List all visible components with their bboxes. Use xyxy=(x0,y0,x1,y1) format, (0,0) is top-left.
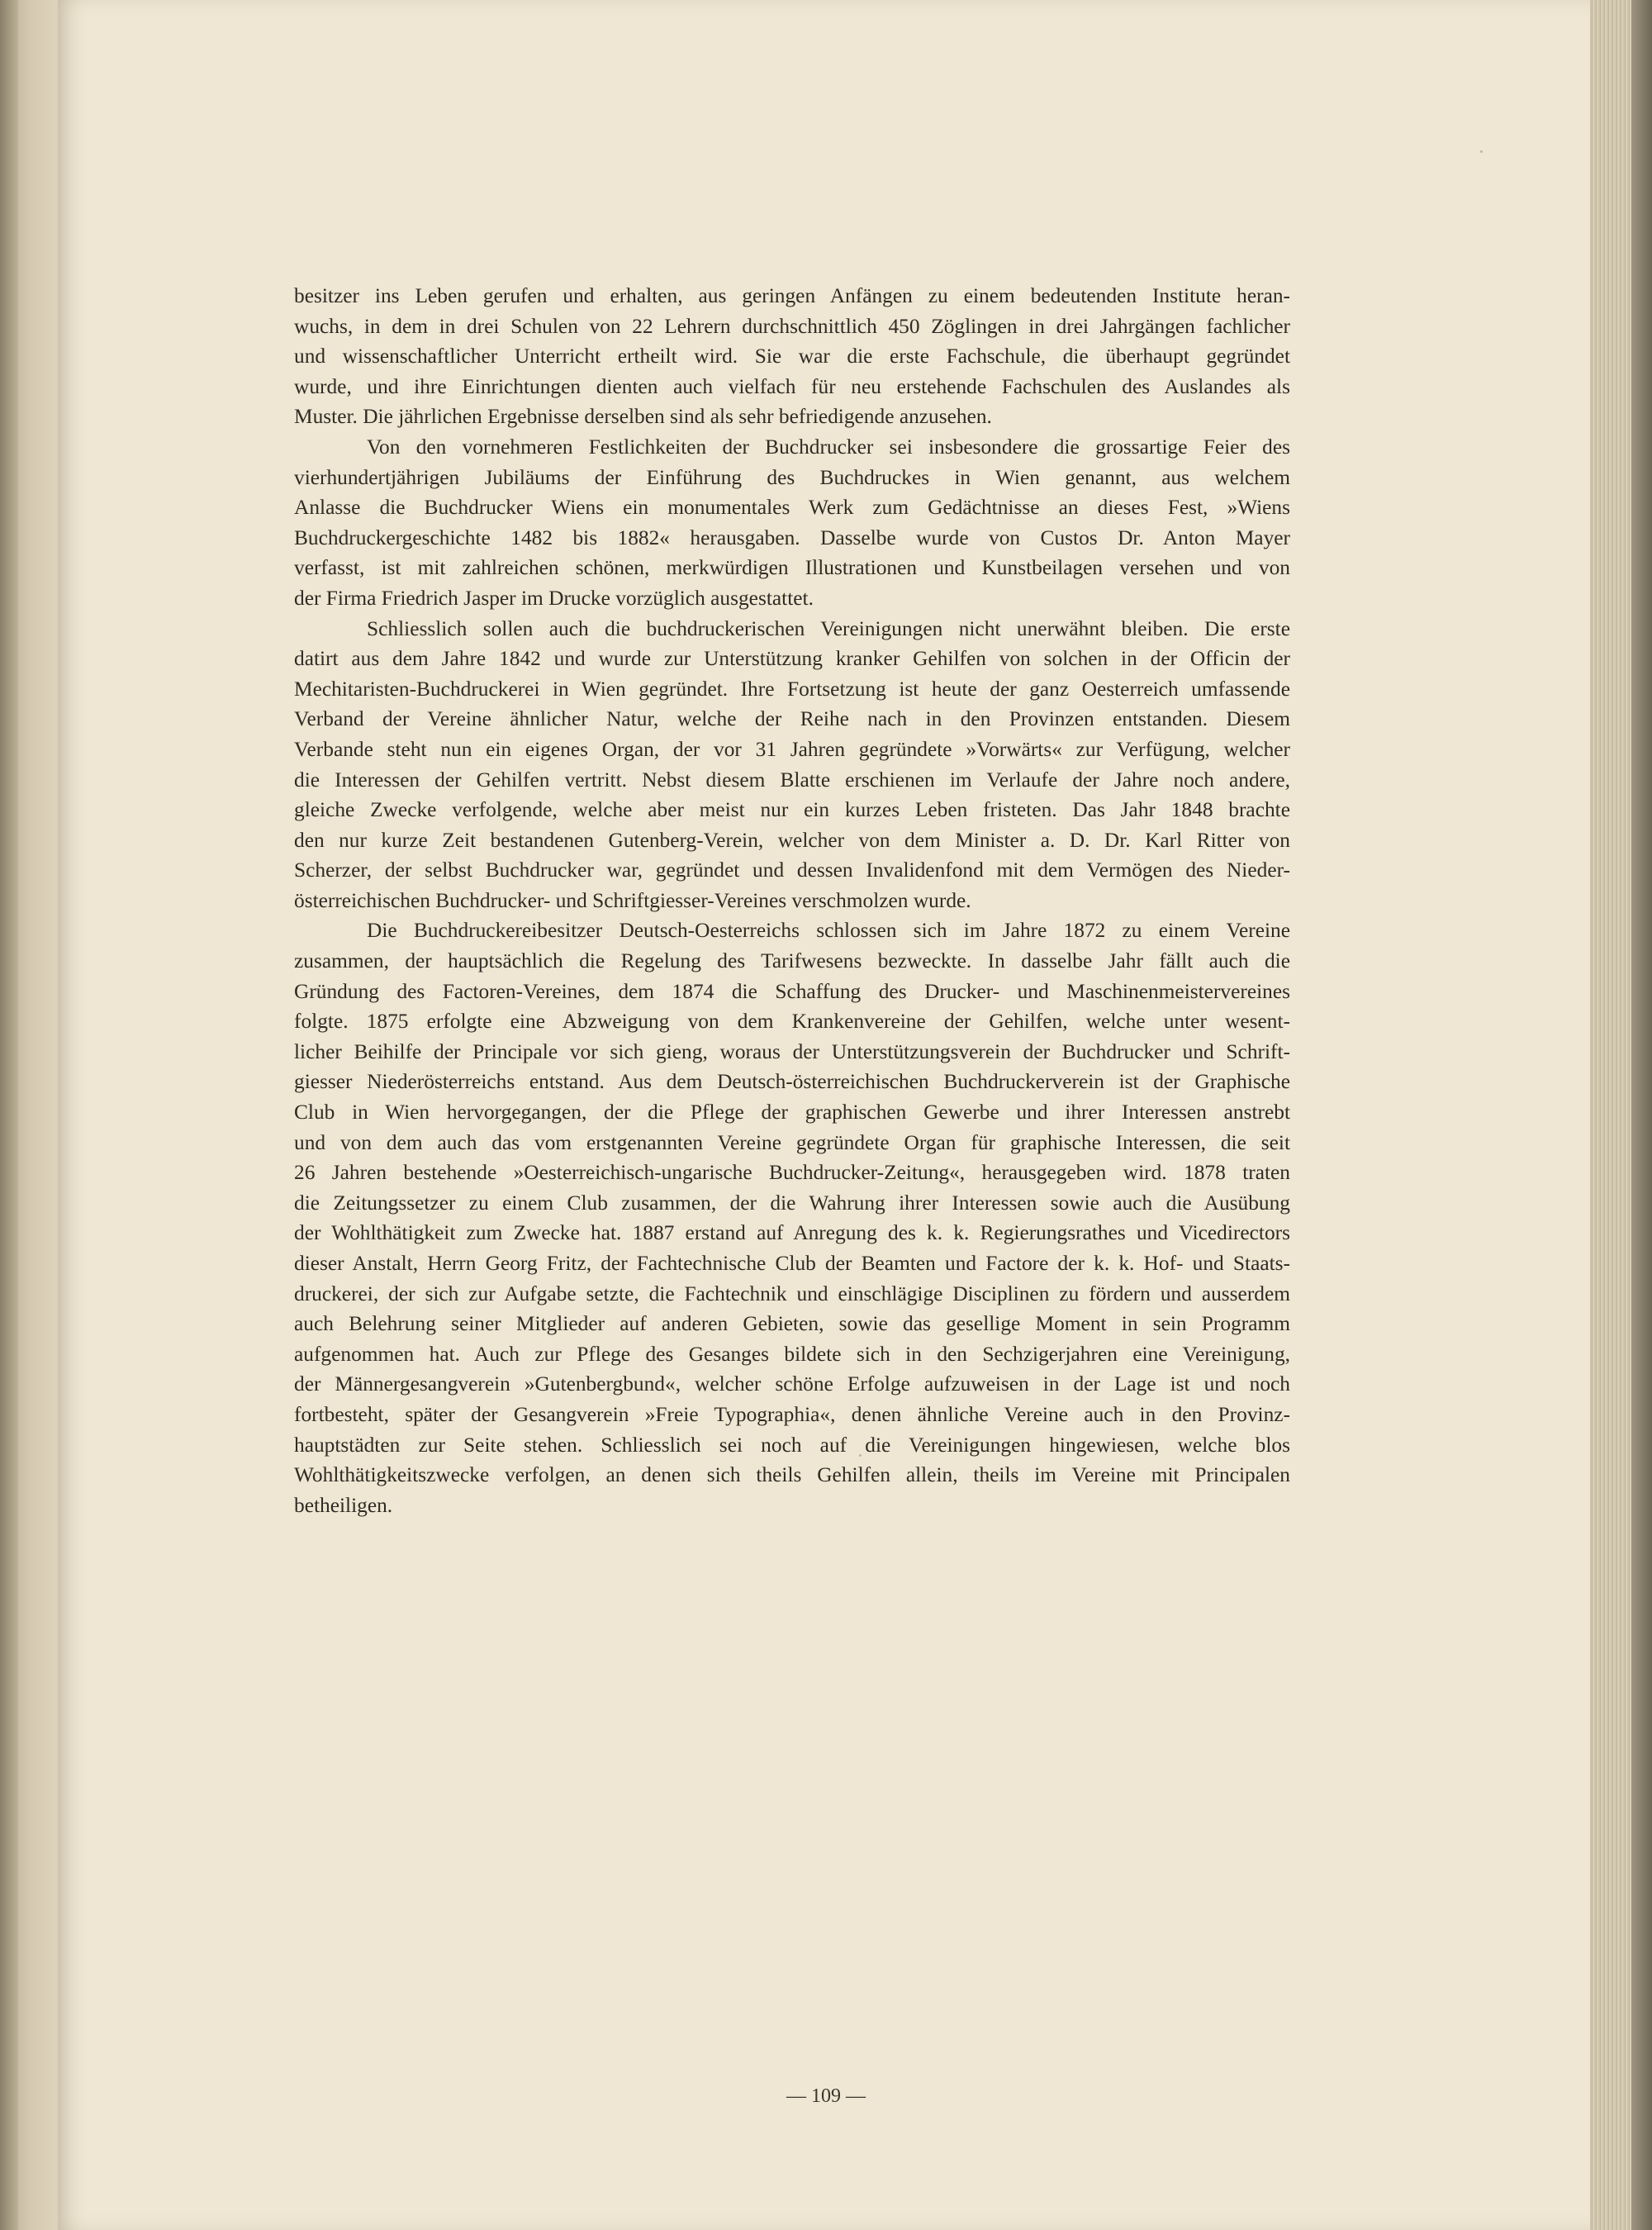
body-text xyxy=(294,281,1290,1520)
binding-edge xyxy=(0,0,18,2230)
text-line: die Zeitungssetzer zu einem Club zusammen, der die Wahrung ihrer Interessen sowie auch die Ausübung xyxy=(294,1191,1290,1215)
text-line: Muster. Die jährlichen Ergebnisse derselben sind als sehr befriedigende anzusehen. xyxy=(294,405,992,429)
text-line: druckerei, der sich zur Aufgabe setzte, die Fachtechnik und einschlägige Disciplinen zu fördern und ausserdem xyxy=(294,1281,1290,1305)
text-line: fortbesteht, später der Gesangverein »Freie Typographia«, denen ähnliche Vereine auch in den Provinz- xyxy=(294,1402,1290,1426)
text-line: aufgenommen hat. Auch zur Pflege des Gesanges bildete sich in den Sechzigerjahren eine Vereinigung, xyxy=(294,1342,1290,1366)
text-line: licher Beihilfe der Principale vor sich gieng, woraus der Unterstützungsverein der Buchdrucker und Schrift- xyxy=(294,1039,1290,1063)
text-line: Mechitaristen-Buchdruckerei in Wien gegründet. Ihre Fortsetzung ist heute der ganz Oesterreich umfassende xyxy=(294,677,1290,701)
text-line: Club in Wien hervorgegangen, der die Pflege der graphischen Gewerbe und ihrer Interessen anstrebt xyxy=(294,1101,1290,1125)
text-line: Verbande steht nun ein eigenes Organ, der vor 31 Jahren gegründete »Vorwärts« zur Verfügung, welcher xyxy=(294,737,1290,761)
text-line: österreichischen Buchdrucker- und Schriftgiesser-Vereines verschmolzen wurde. xyxy=(294,888,971,912)
text-line: der Firma Friedrich Jasper im Drucke vorzüglich ausgestattet. xyxy=(294,586,814,610)
text-line: giesser Niederösterreichs entstand. Aus dem Deutsch-österreichischen Buchdruckerverein ist der Graphische xyxy=(294,1070,1290,1094)
text-line: wurde, und ihre Einrichtungen dienten auch vielfach für neu erstehende Fachschulen des Auslandes als xyxy=(294,374,1290,398)
text-line: Wohlthätigkeitszwecke verfolgen, an denen sich theils Gehilfen allein, theils im Vereine mit Principalen xyxy=(294,1463,1290,1487)
text-line: Buchdruckergeschichte 1482 bis 1882« herausgaben. Dasselbe wurde von Custos Dr. Anton Mayer xyxy=(294,525,1290,549)
text-line: dieser Anstalt, Herrn Georg Fritz, der Fachtechnische Club der Beamten und Factore der k. k. Hof- und Staats- xyxy=(294,1252,1290,1275)
text-line: vierhundertjährigen Jubiläums der Einführung des Buchdruckes in Wien genannt, aus welchem xyxy=(294,465,1290,489)
book-edge-shadow xyxy=(1631,0,1652,2230)
text-line: Gründung des Factoren-Vereines, dem 1874 die Schaffung des Drucker- und Maschinenmeistervereines xyxy=(294,979,1290,1003)
text-line: der Männergesangverein »Gutenbergbund«, welcher schöne Erfolge aufzuweisen in der Lage ist und noch xyxy=(294,1372,1290,1396)
text-line: datirt aus dem Jahre 1842 und wurde zur Unterstützung kranker Gehilfen von solchen in der Officin der xyxy=(294,647,1290,671)
text-line: hauptstädten zur Seite stehen. Schliesslich sei noch auf die Vereinigungen hingewiesen, welche blos xyxy=(294,1433,1290,1457)
text-line: auch Belehrung seiner Mitglieder auf anderen Gebieten, sowie das gesellige Moment in sein Programm xyxy=(294,1312,1290,1336)
paper-speck xyxy=(1480,150,1483,153)
text-line: und von dem auch das vom erstgenannten Vereine gegründete Organ für graphische Interessen, die seit xyxy=(294,1130,1290,1154)
text-line: folgte. 1875 erfolgte eine Abzweigung von dem Krankenvereine der Gehilfen, welche unter wesent- xyxy=(294,1010,1290,1034)
text-line: Schliesslich sollen auch die buchdruckerischen Vereinigungen nicht unerwähnt bleiben. Die erste xyxy=(367,616,1290,640)
text-line: betheiligen. xyxy=(294,1493,393,1517)
text-line: gleiche Zwecke verfolgende, welche aber meist nur ein kurzes Leben fristeten. Das Jahr 1848 brachte xyxy=(294,798,1290,822)
text-line: und wissenschaftlicher Unterricht ertheilt wird. Sie war die erste Fachschule, die überhaupt gegründet xyxy=(294,345,1290,368)
text-line: Die Buchdruckereibesitzer Deutsch-Oesterreichs schlossen sich im Jahre 1872 zu einem Vereine xyxy=(367,919,1290,943)
text-line: der Wohlthätigkeit zum Zwecke hat. 1887 erstand auf Anregung des k. k. Regierungsrathes und Vicedirectors xyxy=(294,1221,1290,1245)
text-line: Von den vornehmeren Festlichkeiten der Buchdrucker sei insbesondere die grossartige Feier des xyxy=(367,435,1290,459)
text-line: den nur kurze Zeit bestandenen Gutenberg-Verein, welcher von dem Minister a. D. Dr. Karl Ritter von xyxy=(294,828,1290,852)
text-line: besitzer ins Leben gerufen und erhalten, aus geringen Anfängen zu einem bedeutenden Institute heran- xyxy=(294,284,1290,307)
text-line: Verband der Vereine ähnlicher Natur, welche der Reihe nach in den Provinzen entstanden. Diesem xyxy=(294,707,1290,731)
text-line: zusammen, der hauptsächlich die Regelung des Tarifwesens bezweckte. In dasselbe Jahr fällt auch die xyxy=(294,949,1290,973)
text-line: Anlasse die Buchdrucker Wiens ein monumentales Werk zum Gedächtnisse an dieses Fest, »Wiens xyxy=(294,496,1290,520)
text-line: verfasst, ist mit zahlreichen schönen, merkwürdigen Illustrationen und Kunstbeilagen versehen und von xyxy=(294,556,1290,580)
text-line: wuchs, in dem in drei Schulen von 22 Lehrern durchschnittlich 450 Zöglingen in drei Jahrgängen fachlicher xyxy=(294,314,1290,338)
page-number: — 109 — xyxy=(786,2085,866,2107)
text-line: 26 Jahren bestehende »Oesterreichisch-ungarische Buchdrucker-Zeitung«, herausgegeben wird. 1878 traten xyxy=(294,1161,1290,1185)
text-line: die Interessen der Gehilfen vertritt. Nebst diesem Blatte erschienen im Verlaufe der Jahre noch andere, xyxy=(294,768,1290,792)
text-line: Scherzer, der selbst Buchdrucker war, gegründet und dessen Invalidenfond mit dem Vermögen des Nieder- xyxy=(294,858,1290,882)
